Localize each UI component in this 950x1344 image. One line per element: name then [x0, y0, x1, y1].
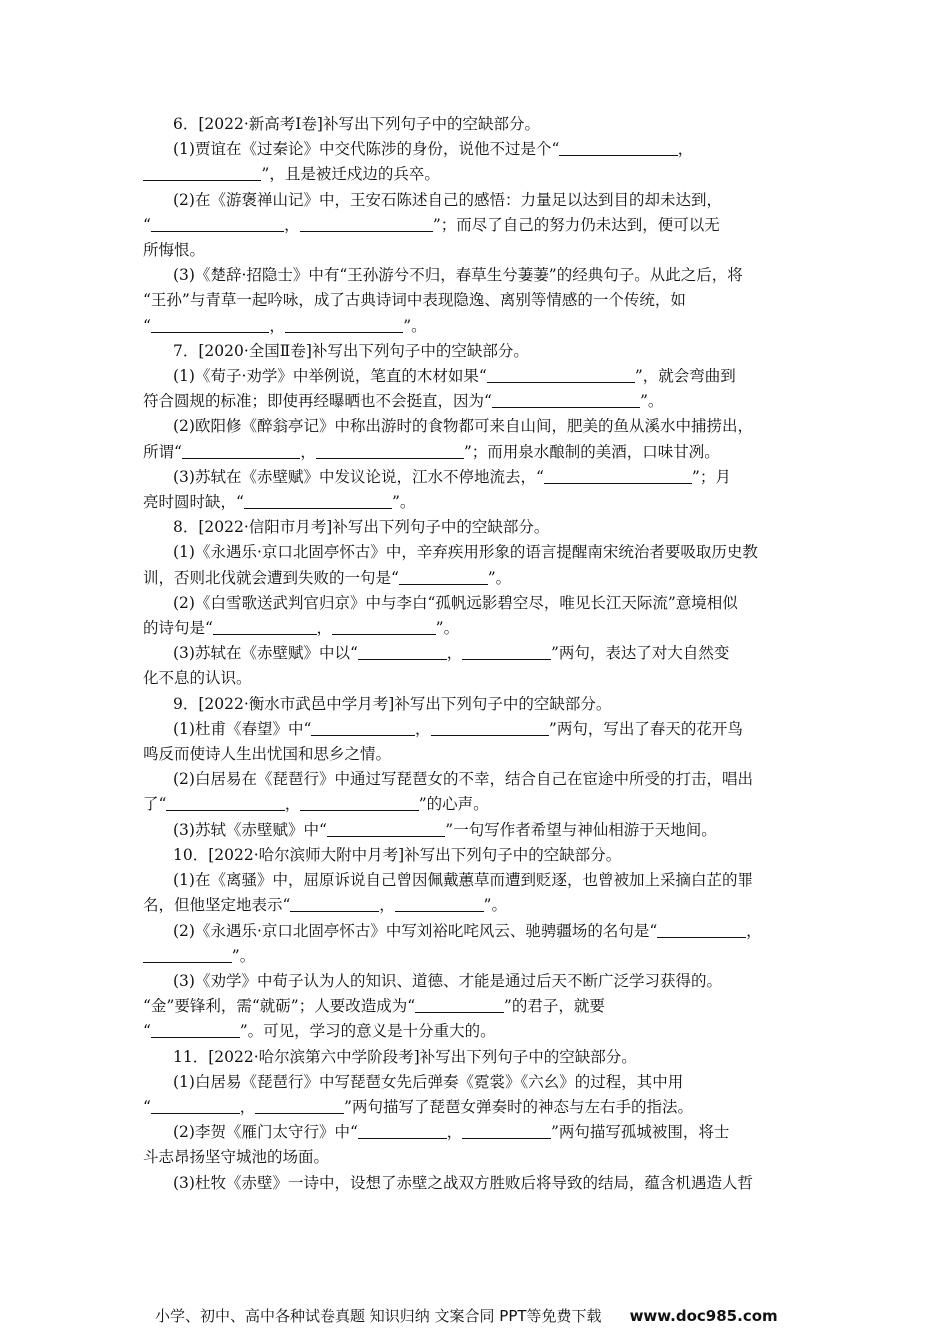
- question-line: (2)《白雪歌送武判官归京》中与李白“孤帆远影碧空尽，唯见长江天际流”意境相似: [173, 593, 738, 612]
- question-line: (1)贾谊在《过秦论》中交代陈涉的身份，说他不过是个“ ，: [173, 140, 694, 159]
- question-heading: 9．[2022·衡水市武邑中学月考]补写出下列句子中的空缺部分。: [173, 694, 612, 713]
- question-line: ”，且是被迁戍边的兵卒。: [143, 162, 808, 187]
- question-line: 了“ ， ”的心声。: [143, 795, 489, 814]
- question-line: (1)杜甫《春望》中“ ， ”两句，写出了春天的花开鸟: [173, 719, 743, 738]
- question-line: 的诗句是“ ， ”。: [143, 619, 460, 638]
- question-line: “金”要锋利，需“就砺”；人要改造成为“ ”的君子，就要: [143, 997, 605, 1016]
- answer-blank: [462, 643, 551, 660]
- answer-blank: [311, 719, 415, 736]
- answer-blank: [151, 1097, 240, 1114]
- question-line: (3)苏轼在《赤壁赋》中发议论说，江水不停地流去，“ ”；月: [173, 467, 731, 486]
- answer-blank: [544, 467, 692, 484]
- question-line: (2)李贺《雁门太守行》中“ ， ”两句描写孤城被围，将士: [173, 1123, 730, 1142]
- question-line: (2)白居易在《琵琶行》中通过写琵琶女的不幸，结合自己在宦途中所受的打击，唱出: [173, 770, 753, 789]
- question-line: (3)苏轼《赤壁赋》中“ ”一句写作者希望与神仙相游于天地间。: [173, 820, 717, 839]
- question-line: (1)《永遇乐·京口北固亭怀古》中，辛弃疾用形象的语言提醒南宋统治者要吸取历史教: [173, 543, 758, 562]
- question-line: 符合圆规的标准；即使再经曝晒也不会挺直，因为“ ”。: [143, 392, 664, 411]
- footer-url[interactable]: www.doc985.com: [629, 1307, 778, 1325]
- answer-blank: [285, 316, 403, 333]
- question-line: “ ， ”两句描写了琵琶女弹奏时的神态与左右手的指法。: [143, 1097, 693, 1116]
- answer-blank: [143, 164, 261, 181]
- question-line: (3)杜牧《赤壁》一诗中，设想了赤壁之战双方胜败后将导致的结局，蕴含机遇造人哲: [173, 1173, 753, 1192]
- answer-blank: [358, 1122, 447, 1139]
- question-line: 所谓“ ， ”；而用泉水酿制的美酒，口味甘冽。: [143, 442, 720, 461]
- question-line: 所悔恨。: [143, 241, 206, 260]
- answer-blank: [657, 921, 746, 938]
- answer-blank: [358, 643, 447, 660]
- question-heading: 8．[2022·信阳市月考]补写出下列句子中的空缺部分。: [173, 518, 550, 537]
- question-heading: 7．[2020·全国Ⅱ卷]补写出下列句子中的空缺部分。: [173, 341, 529, 360]
- answer-blank: [316, 442, 464, 459]
- answer-blank: [182, 442, 300, 459]
- question-line: 化不息的认识。: [143, 669, 252, 688]
- answer-blank: [244, 492, 392, 509]
- question-line: ”。: [143, 944, 808, 969]
- answer-blank: [327, 820, 445, 837]
- answer-blank: [492, 391, 640, 408]
- question-heading: 10．[2022·哈尔滨师大附中月考]补写出下列句子中的空缺部分。: [173, 845, 622, 864]
- question-line: (3)苏轼在《赤壁赋》中以“ ， ”两句，表达了对大自然变: [173, 644, 730, 663]
- question-line: “王孙”与青草一起吟咏，成了古典诗词中表现隐逸、离别等情感的一个传统，如: [143, 291, 686, 310]
- answer-blank: [431, 719, 549, 736]
- question-line: (2)《永遇乐·京口北固亭怀古》中写刘裕叱咤风云、驰骋疆场的名句是“ ，: [173, 921, 762, 940]
- page-footer: [155, 1305, 778, 1327]
- answer-blank: [151, 1021, 240, 1038]
- question-line: “ ”。可见，学习的意义是十分重大的。: [143, 1022, 496, 1041]
- question-line: 亮时圆时缺，“ ”。: [143, 493, 416, 512]
- answer-blank: [462, 1122, 551, 1139]
- question-line: (2)欧阳修《醉翁亭记》中称出游时的食物都可来自山间，肥美的鱼从溪水中捕捞出，: [173, 417, 753, 436]
- question-heading: 11．[2022·哈尔滨第六中学阶段考]补写出下列句子中的空缺部分。: [173, 1047, 637, 1066]
- answer-blank: [300, 794, 418, 811]
- answer-blank: [300, 215, 433, 232]
- question-line: (2)在《游褒禅山记》中，王安石陈述自己的感悟：力量足以达到目的却未达到，: [173, 190, 722, 209]
- question-line: (1)白居易《琵琶行》中写琵琶女先后弹奏《霓裳》《六幺》的过程，其中用: [173, 1072, 684, 1091]
- answer-blank: [151, 316, 269, 333]
- question-heading: 6．[2022·新高考Ⅰ卷]补写出下列句子中的空缺部分。: [173, 115, 540, 133]
- answer-blank: [255, 1097, 344, 1114]
- question-line: 斗志昂扬坚守城池的场面。: [143, 1148, 330, 1167]
- answer-blank: [143, 946, 232, 963]
- question-line: (1)《荀子·劝学》中举例说，笔直的木材如果“ ”，就会弯曲到: [173, 367, 736, 386]
- answer-blank: [487, 366, 635, 383]
- question-line: (3)《劝学》中荀子认为人的知识、道德、才能是通过后天不断广泛学习获得的。: [173, 971, 722, 990]
- question-line: (1)在《离骚》中，屈原诉说自己曾因佩戴蕙草而遭到贬逐，也曾被加上采摘白芷的罪: [173, 871, 753, 890]
- question-line: 名，但他坚定地表示“ ， ”。: [143, 896, 507, 915]
- question-line: (3)《楚辞·招隐士》中有“王孙游兮不归，春草生兮萋萋”的经典句子。从此之后，将: [173, 266, 743, 285]
- answer-blank: [559, 139, 677, 156]
- exam-page-body: [143, 112, 808, 1196]
- answer-blank: [395, 895, 484, 912]
- answer-blank: [332, 618, 436, 635]
- footer-text: 小学、初中、高中各种试卷真题 知识归纳 文案合同 PPT等免费下载: [155, 1307, 602, 1325]
- answer-blank: [151, 215, 284, 232]
- question-line: 鸣反而使诗人生出忧国和思乡之情。: [143, 745, 392, 764]
- answer-blank: [290, 895, 379, 912]
- question-line: “ ， ”。: [143, 316, 427, 335]
- answer-blank: [213, 618, 317, 635]
- answer-blank: [399, 568, 488, 585]
- answer-blank: [166, 794, 284, 811]
- answer-blank: [415, 996, 504, 1013]
- question-line: 训，否则北伐就会遭到失败的一句是“ ”。: [143, 568, 512, 587]
- question-line: “ ， ”；而尽了自己的努力仍未达到，便可以无: [143, 215, 720, 234]
